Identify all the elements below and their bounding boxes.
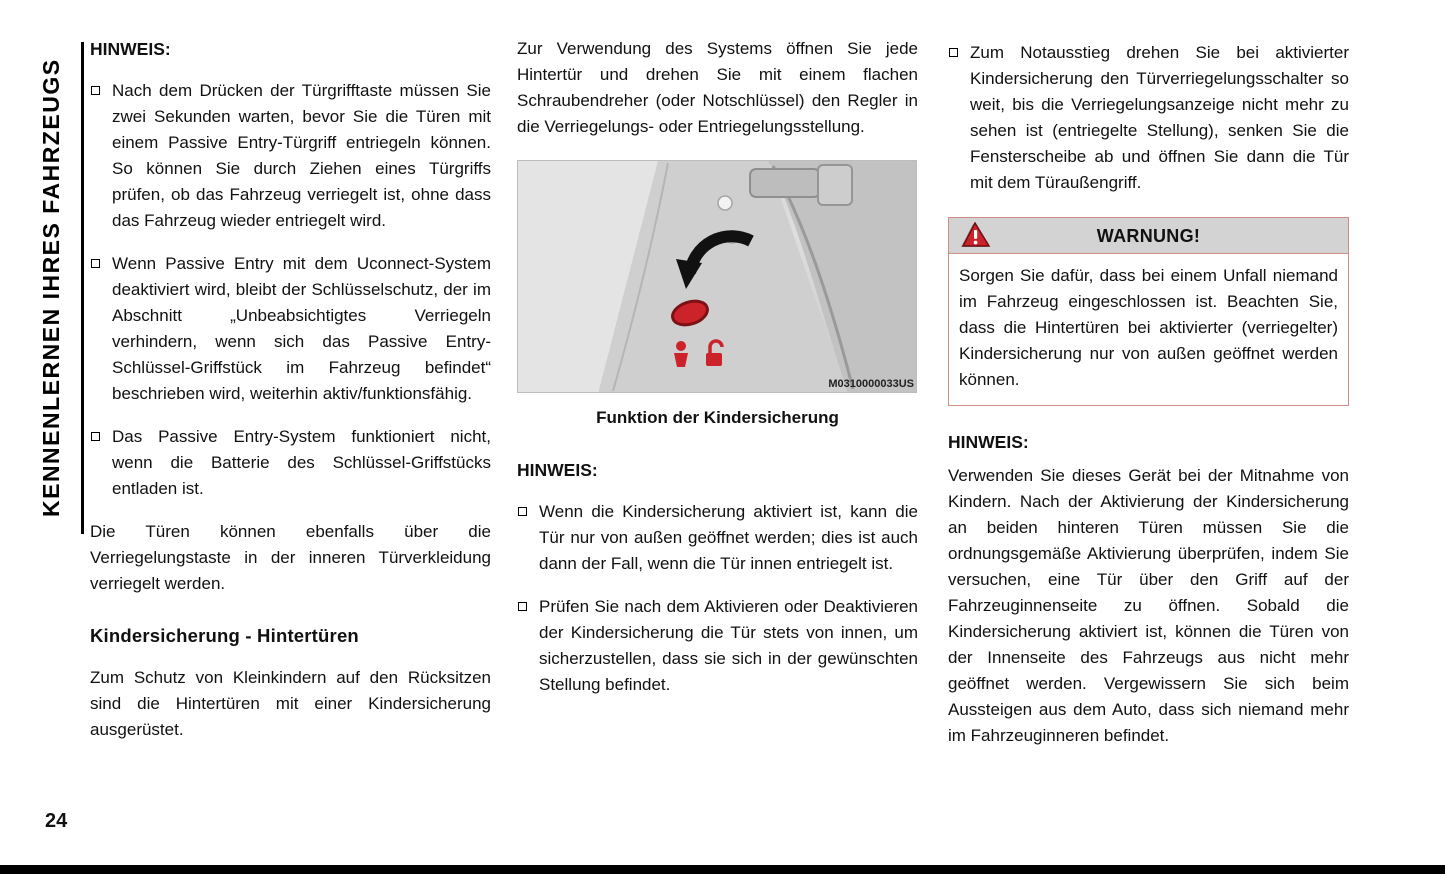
chapter-sidebar [38,42,84,534]
column-2 [517,36,918,715]
warning-triangle-icon [959,222,991,258]
page-number: 24 [45,810,68,832]
warning-text: Sorgen Sie dafür, dass bei einem Unfall niemand im Fahrzeug eingeschlossen ist. Beachten Sie, dass die Hintertüren bei aktivierter (verriegelter) Kindersicherung nur von außen geöffnet werden können. [959,266,1338,389]
figure-caption: Funktion der Kindersicherung [596,408,839,427]
note-heading: HINWEIS: [948,432,1029,452]
bullet-square-icon [91,259,100,268]
figure-block [517,160,918,431]
bullet-square-icon [949,48,958,57]
warning-title: WARNUNG! [1096,225,1201,246]
note-heading: HINWEIS: [90,39,171,59]
list-item [517,499,918,577]
chapter-divider-rule [81,42,84,534]
list-item [948,40,1349,196]
child-lock-figure [517,160,917,393]
list-item [517,594,918,698]
bottom-bar [0,865,1445,874]
list-item-text: Das Passive Entry-System funktioniert nicht, wenn die Batterie des Schlüssel-Griffstücks entladen ist. [112,427,491,498]
warning-header [949,218,1348,254]
list-item-text: Wenn die Kindersicherung aktiviert ist, kann die Tür nur von außen geöffnet werden; dies ist auch dann der Fall, wenn die Tür innen entriegelt ist. [539,502,918,573]
section-heading: Kindersicherung - Hintertüren [90,625,359,646]
figure-code: M0310000033US [828,378,914,390]
list-item-text: Wenn Passive Entry mit dem Uconnect-System deaktiviert wird, bleibt der Schlüsselschutz, der im Abschnitt „Unbeabsichtigtes Verriegeln verhindern, wenn sich das Passive Entry-Schlüssel-Griffstück im Fahrzeug befindet“ beschrieben wird, weiterhin aktiv/funktionsfähig. [112,254,491,403]
note-heading: HINWEIS: [517,460,598,480]
screw-hole [718,196,732,210]
bullet-square-icon [518,602,527,611]
paragraph: Die Türen können ebenfalls über die Verriegelungstaste in der inneren Türverkleidung verriegelt werden. [90,522,491,593]
list-item [90,78,491,234]
list-item [90,251,491,407]
list-item-text: Zum Notausstieg drehen Sie bei aktivierter Kindersicherung den Türverriegelungsschalter so weit, bis die Verriegelungsanzeige nicht mehr zu sehen ist (entriegelte Stellung), senken Sie die Fensterscheibe ab und öffnen Sie dann die Tür mit dem Türaußengriff. [970,43,1349,192]
door-striker-shape [818,165,852,205]
bullet-square-icon [518,507,527,516]
list-item [90,424,491,502]
child-lock-illustration [518,161,917,393]
list-item-text: Prüfen Sie nach dem Aktivieren oder Deaktivieren der Kindersicherung die Tür stets von innen, um sicherzustellen, dass sie sich in der gewünschten Stellung befindet. [539,597,918,694]
door-latch-shape [750,169,820,197]
bullet-square-icon [91,432,100,441]
paragraph: Zur Verwendung des Systems öffnen Sie jede Hintertür und drehen Sie mit einem flachen Schraubendreher (oder Notschlüssel) den Regler in die Verriegelungs- oder Entriegelungsstellung. [517,39,918,136]
column-1 [90,36,491,759]
paragraph: Zum Schutz von Kleinkindern auf den Rücksitzen sind die Hintertüren mit einer Kindersicherung ausgerüstet. [90,668,491,739]
column-3 [948,40,1349,765]
warning-box [948,217,1349,406]
paragraph: Verwenden Sie dieses Gerät bei der Mitnahme von Kindern. Nach der Aktivierung der Kindersicherung an beiden hinteren Türen müssen Sie die ordnungsgemäße Aktivierung überprüfen, indem Sie versuchen, eine Tür über den Griff auf der Fahrzeuginnenseite zu öffnen. Sobald die Kindersicherung aktiviert ist, können die Türen von der Innenseite des Fahrzeugs aus nicht mehr geöffnet werden. Vergewissern Sie sich beim Aussteigen aus dem Auto, dass sich niemand mehr im Fahrzeuginneren befindet. [948,466,1349,745]
list-item-text: Nach dem Drücken der Türgrifftaste müssen Sie zwei Sekunden warten, bevor Sie die Türen mit einem Passive Entry-Türgriff entriegeln können. So können Sie durch Ziehen eines Türgriffs prüfen, ob das Fahrzeug verriegelt ist, ohne dass das Fahrzeug wieder entriegelt wird. [112,81,491,230]
bullet-square-icon [91,86,100,95]
chapter-title: KENNENLERNEN IHRES FAHRZEUGS [38,58,64,518]
